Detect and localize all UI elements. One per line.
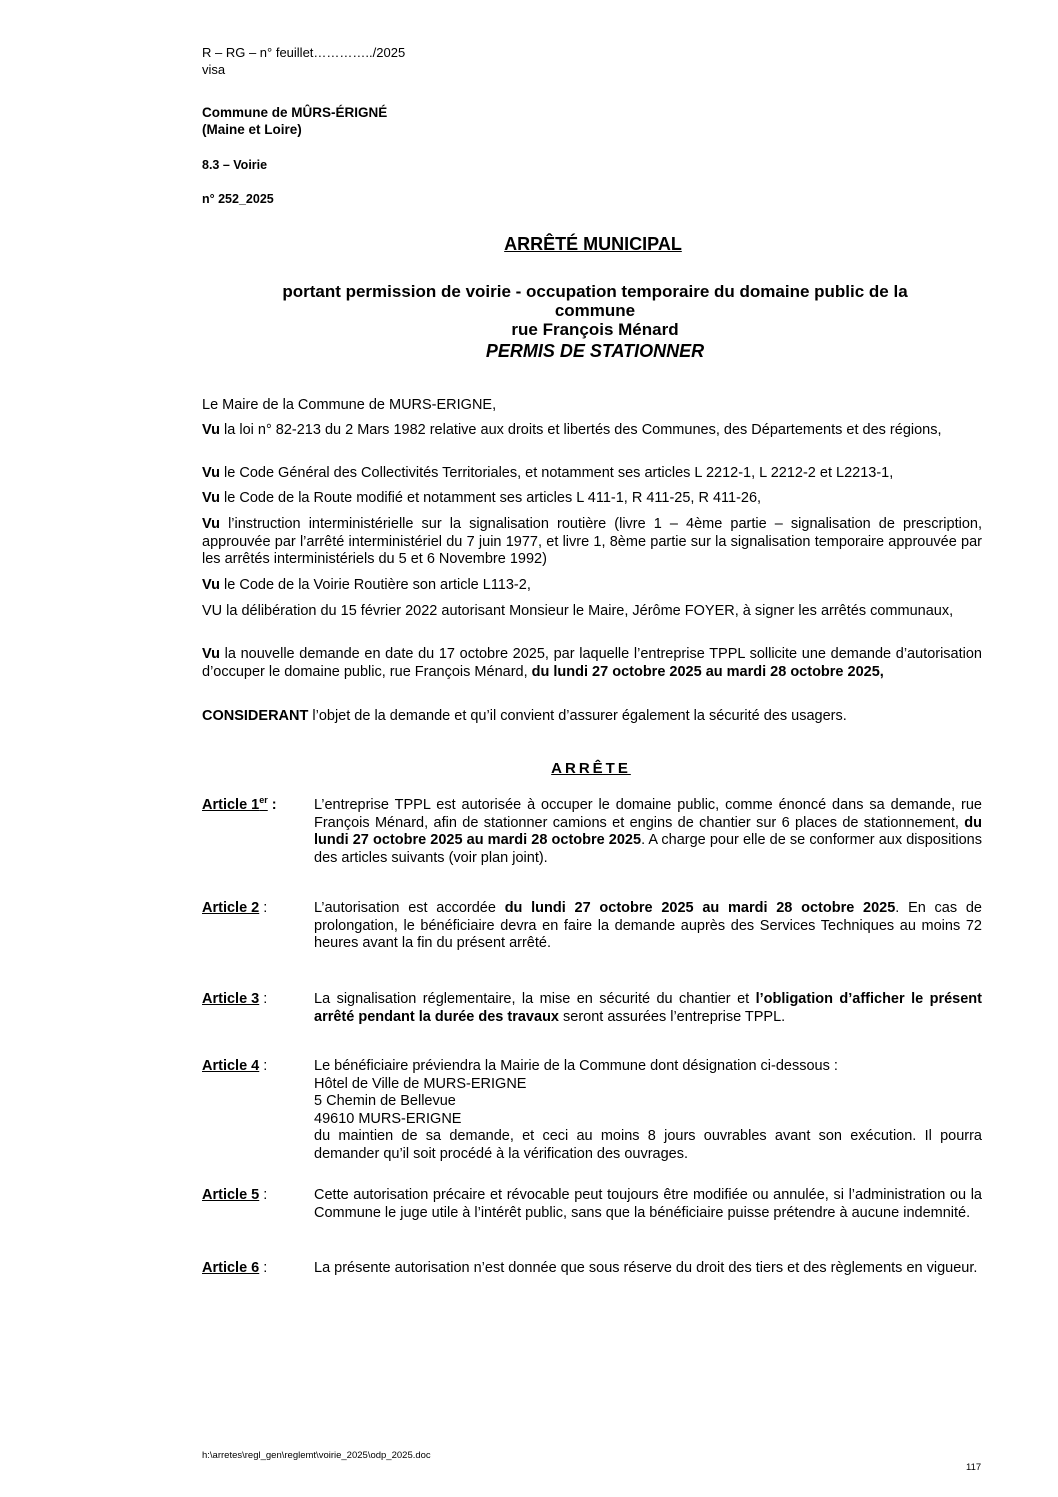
article-1-text-a: L’entreprise TPPL est autorisée à occuper le domaine public, comme énoncé dans sa demande, rue François Ménard, afin de stationner camions et engins de chantier sur 6 places de stationnement, [314,797,982,831]
article-6-label [202,1260,312,1278]
article-2-text [314,900,982,953]
article-1-sup: er [259,795,268,806]
article-2-dates: du lundi 27 octobre 2025 au mardi 28 octobre 2025 [504,900,896,916]
department-name: (Maine et Loire) [202,122,302,137]
vu-5-text: le Code de la Voirie Routière son article L113-2, [220,577,531,593]
article-1-text-c: . A charge pour elle de se conformer aux dispositions des articles suivants (voir plan joint). [314,832,982,866]
decree-number: n° 252_2025 [202,192,274,206]
article-1-title [202,797,268,813]
article-6-text: La présente autorisation n’est donnée que sous réserve du droit des tiers et des règlements en vigueur. [314,1260,978,1276]
vu-7-text: la nouvelle demande en date du 17 octobre 2025, par laquelle l’entreprise TPPL sollicite une demande d’autorisation d’occuper le domaine public, rue François Ménard, [202,646,982,680]
preamble-vu-7 [202,646,982,681]
article-3-text-c: seront assurées l’entreprise TPPL. [559,1008,786,1025]
article-2-text-a: L’autorisation est accordée [314,900,505,916]
considerant-keyword: CONSIDERANT [202,708,309,724]
article-6-colon: : [259,1260,268,1276]
preamble-considerant [202,708,982,726]
subtitle-line-2: commune [554,301,636,320]
vu-7-dates: du lundi 27 octobre 2025 au mardi 28 octobre 2025, [531,663,884,680]
article-1-name: Article 1 [202,797,260,813]
article-1-colon: : [267,797,277,813]
article-3-label [202,991,312,1009]
article-5-text: Cette autorisation précaire et révocable peut toujours être modifiée ou annulée, si l’administration ou la Commune le juge utile à l’intérêt public, sans que la bénéficiaire puisse prétendre à aucune indemnité. [314,1187,982,1221]
arrete-heading: ARRÊTE [551,760,631,777]
article-1-text [314,797,982,867]
preamble-vu-3 [202,490,982,508]
subtitle-line-1: portant permission de voirie - occupation temporaire du domaine public de la [282,282,908,301]
vu-keyword: Vu [202,465,220,481]
article-1-dates: du lundi 27 octobre 2025 au mardi 28 octobre 2025 [314,814,982,848]
preamble-mayor: Le Maire de la Commune de MURS-ERIGNE, [202,397,497,413]
vu-keyword: Vu [202,422,220,438]
preamble-vu-4 [202,516,982,569]
article-4-address-street: 5 Chemin de Bellevue [314,1093,456,1109]
footer-file-path: h:\arretes\regl_gen\reglemt\voirie_2025\odp_2025.doc [202,1450,431,1461]
article-4-text [314,1058,982,1163]
page-number: 117 [966,1462,982,1473]
category-label: 8.3 – Voirie [202,158,268,172]
commune-name: Commune de MÛRS-ÉRIGNÉ [202,105,388,120]
vu-4-text: l’instruction interministérielle sur la signalisation routière (livre 1 – 4ème partie – signalisation de prescription, approuvée par l’arrêté interministériel du 7 juin 1977, et livre 1, 8ème partie sur la signalisation temporaire approuvée par les arrêtés interministériels du 5 et 6 Novembre 1992) [202,516,982,567]
article-1-label [202,797,312,815]
vu-keyword: Vu [202,490,220,506]
article-3-colon: : [259,991,268,1007]
article-4-line-5: du maintien de sa demande, et ceci au moins 8 jours ouvrables avant son exécution. Il pourra demander qu’il soit procédé à la vérification des ouvrages. [314,1128,982,1162]
article-2-colon: : [259,900,268,916]
vu-keyword: Vu [202,646,220,662]
article-3-title: Article 3 [202,991,260,1007]
article-3-obligation: l’obligation d’afficher le présent arrêté pendant la durée des travaux [314,991,982,1025]
preamble-vu-6: VU la délibération du 15 février 2022 autorisant Monsieur le Maire, Jérôme FOYER, à signer les arrêtés communaux, [202,603,954,619]
article-5-title: Article 5 [202,1187,260,1203]
preamble-vu-2 [202,465,982,483]
article-4-address-name: Hôtel de Ville de MURS-ERIGNE [314,1075,527,1092]
considerant-text: l’objet de la demande et qu’il convient d’assurer également la sécurité des usagers. [308,708,847,724]
subtitle-line-3: rue François Ménard [511,320,679,339]
article-2-label [202,900,312,918]
vu-keyword: Vu [202,577,220,593]
reference-line: R – RG – n° feuillet…………../2025 [202,45,406,60]
article-4-line-1: Le bénéficiaire préviendra la Mairie de la Commune dont désignation ci-dessous : [314,1058,838,1074]
preamble-vu-1 [202,422,982,440]
visa-label: visa [202,62,226,77]
article-2-text-c: . En cas de prolongation, le bénéficiaire devra en faire la demande auprès des Services Techniques au moins 72 heures avant la fin du présent arrêté. [314,900,982,951]
article-5-colon: : [259,1187,268,1203]
vu-keyword: Vu [202,516,220,532]
document-subtitle [210,282,980,361]
article-5-label [202,1187,312,1205]
article-4-label [202,1058,312,1076]
vu-2-text: le Code Général des Collectivités Territoriales, et notamment ses articles L 2212-1, L 2212-2 et L2213-1, [220,465,894,481]
article-2-title: Article 2 [202,900,260,916]
article-3-text-a: La signalisation réglementaire, la mise en sécurité du chantier et [314,991,756,1007]
article-4-address-city: 49610 MURS-ERIGNE [314,1110,462,1127]
article-4-title: Article 4 [202,1058,260,1074]
vu-3-text: le Code de la Route modifié et notamment ses articles L 411-1, R 411-25, R 411-26, [220,490,762,506]
article-6-title: Article 6 [202,1260,260,1276]
subtitle-permit: PERMIS DE STATIONNER [485,341,705,361]
article-3-text [314,991,982,1026]
article-4-colon: : [259,1058,268,1074]
vu-1-text: la loi n° 82-213 du 2 Mars 1982 relative aux droits et libertés des Communes, des Départements et des régions, [220,422,942,438]
preamble-vu-5 [202,577,982,595]
document-title: ARRÊTÉ MUNICIPAL [504,234,682,254]
